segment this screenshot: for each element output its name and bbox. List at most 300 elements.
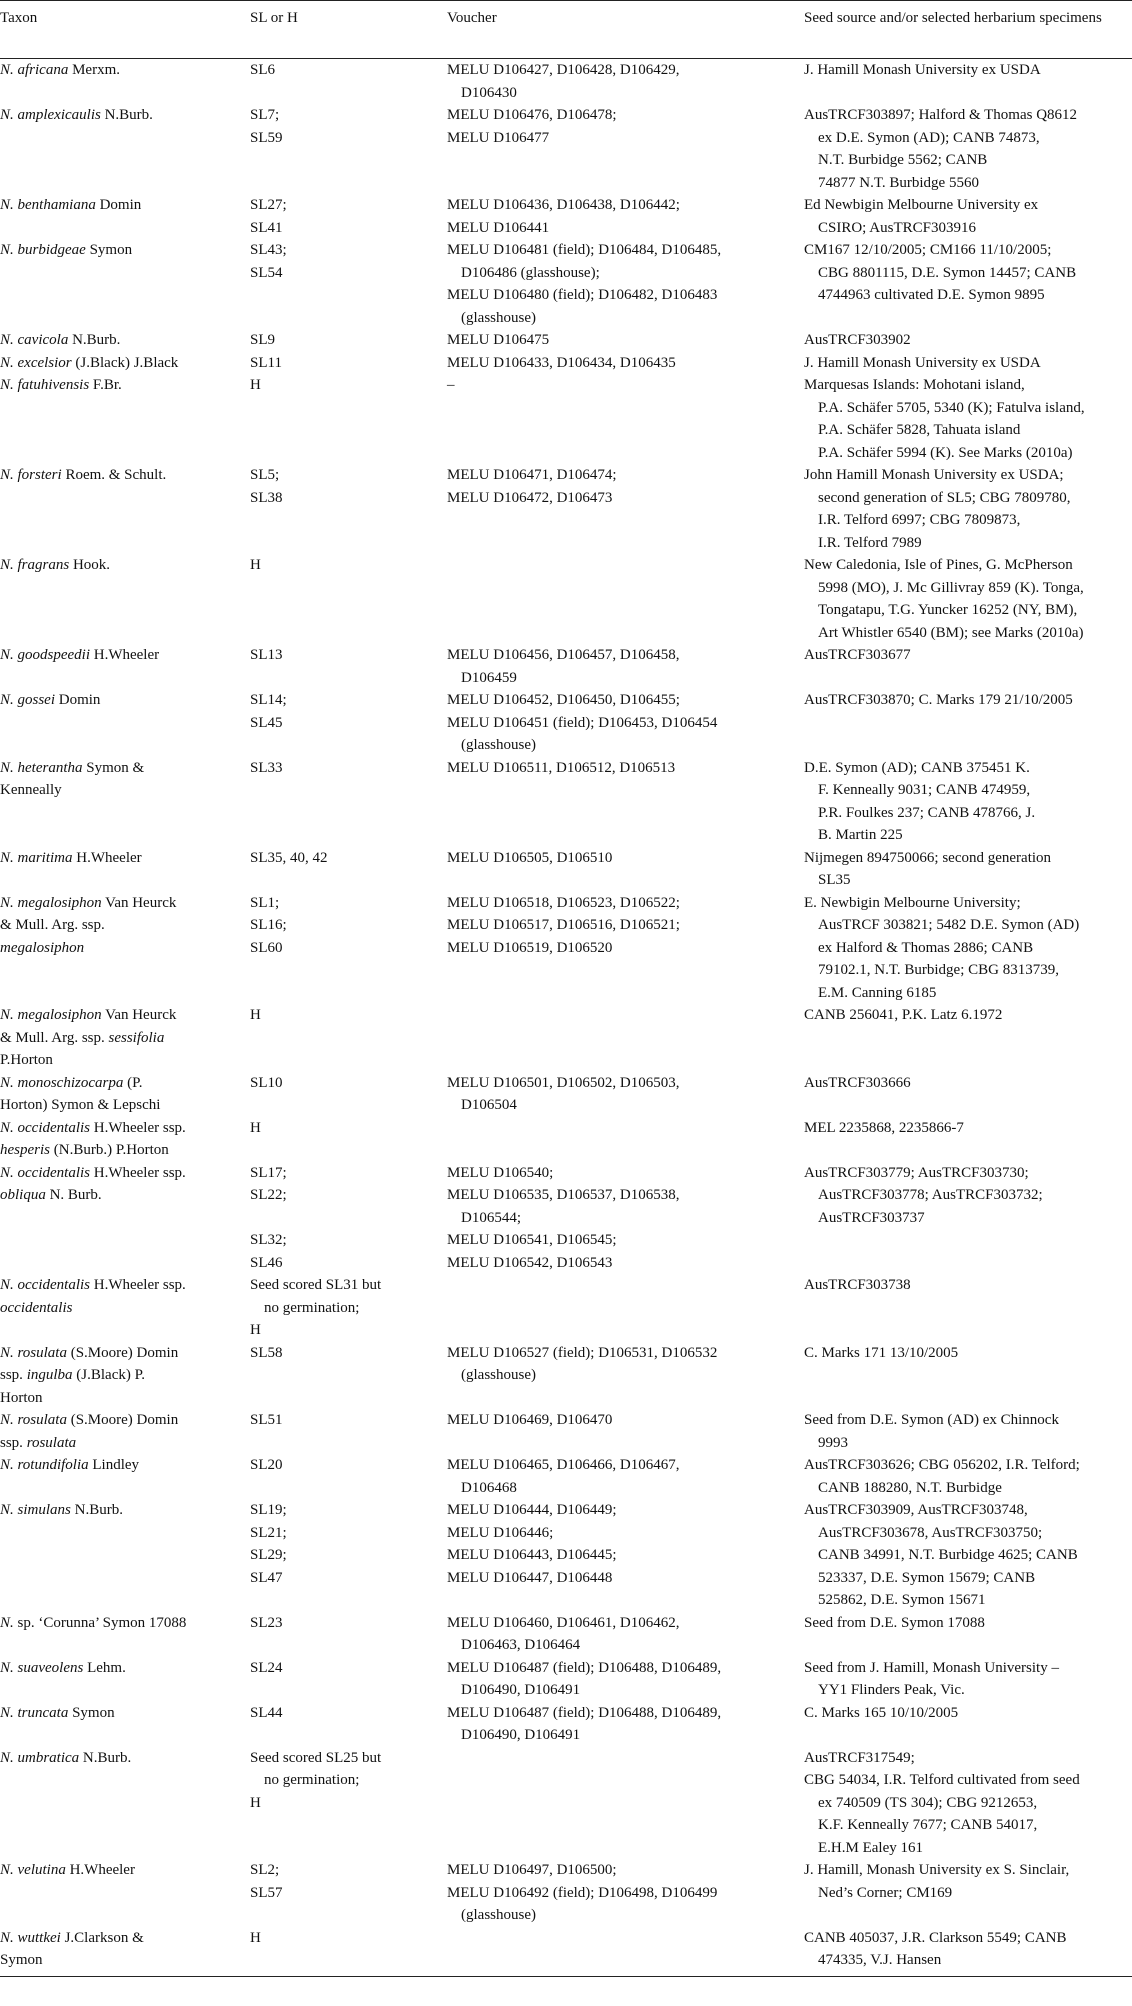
sl-line: SL51 xyxy=(250,1412,283,1428)
table-row xyxy=(0,689,1132,757)
seed-source-line: New Caledonia, Isle of Pines, G. McPherson xyxy=(804,557,1073,573)
voucher-cell xyxy=(447,1859,804,1927)
taxon-line xyxy=(0,1049,244,1072)
seed-source-line: E.M. Canning 6185 xyxy=(818,984,937,1001)
sl-line: H xyxy=(250,557,261,573)
taxon-cell xyxy=(0,1004,250,1072)
voucher-cell xyxy=(447,194,804,239)
seed-source-line: Seed from D.E. Symon 17088 xyxy=(804,1614,985,1631)
taxon-author: H.Wheeler xyxy=(65,1862,135,1878)
sl-or-h-cell xyxy=(250,1747,447,1860)
seed-source-line: 79102.1, N.T. Burbidge; CBG 8313739, xyxy=(818,962,1059,978)
voucher-cell xyxy=(447,847,804,892)
taxon-line xyxy=(0,554,244,577)
taxon-name-italic: N. megalosiphon xyxy=(0,894,102,911)
sl-line: SL24 xyxy=(250,1659,283,1676)
seed-source-line: CBG 54034, I.R. Telford cultivated from seed xyxy=(804,1772,1080,1788)
table-row xyxy=(0,1117,1132,1162)
seed-source-line: Art Whistler 6540 (BM); see Marks (2010a) xyxy=(818,624,1084,641)
seed-source-line: E. Newbigin Melbourne University; xyxy=(804,894,1021,911)
sl-line: SL27; xyxy=(250,197,287,213)
voucher-line: MELU D106456, D106457, D106458, xyxy=(447,647,680,663)
taxon-author: Lehm. xyxy=(83,1659,126,1676)
sl-line: H xyxy=(250,1929,261,1946)
voucher-line: MELU D106436, D106438, D106442; xyxy=(447,197,680,213)
voucher-cell xyxy=(447,892,804,1005)
seed-source-cell xyxy=(804,892,1132,1005)
voucher-line: MELU D106433, D106434, D106435 xyxy=(447,354,676,371)
voucher-cell xyxy=(447,329,804,352)
taxon-author: (P. xyxy=(123,1074,143,1091)
seed-source-cell xyxy=(804,194,1132,239)
taxon-cell xyxy=(0,1747,250,1860)
sl-line: SL57 xyxy=(250,1884,283,1901)
sl-line: SL2; xyxy=(250,1862,280,1878)
table-row xyxy=(0,757,1132,847)
seed-source-cell xyxy=(804,757,1132,847)
seed-source-cell xyxy=(804,1657,1132,1702)
taxon-name-italic: N. fatuhivensis xyxy=(0,377,90,393)
seed-source-line: ex Halford & Thomas 2886; CANB xyxy=(818,939,1034,956)
taxon-author: & Mull. Arg. ssp. xyxy=(0,917,105,933)
taxon-cell xyxy=(0,554,250,644)
seed-source-cell xyxy=(804,464,1132,554)
header-row xyxy=(0,1,1132,59)
voucher-cell xyxy=(447,352,804,375)
taxon-line xyxy=(0,1027,244,1050)
voucher-line: D106459 xyxy=(461,669,517,686)
taxon-author: N.Burb. xyxy=(79,1749,132,1766)
taxon-line xyxy=(0,1297,244,1320)
sl-line: no germination; xyxy=(264,1299,360,1316)
taxon-name-italic: N. umbratica xyxy=(0,1749,80,1766)
sl-or-h-cell xyxy=(250,1454,447,1499)
taxon-name-italic: N. simulans xyxy=(0,1502,71,1518)
seed-source-line: ex D.E. Symon (AD); CANB 74873, xyxy=(818,129,1040,146)
taxon-name-italic: N. rotundifolia xyxy=(0,1457,89,1473)
taxon-line xyxy=(0,1162,244,1185)
taxon-author: Hook. xyxy=(69,557,111,573)
seed-source-cell xyxy=(804,1004,1132,1072)
seed-source-line: Nijmegen 894750066; second generation xyxy=(804,849,1052,866)
sl-or-h-cell xyxy=(250,464,447,554)
seed-source-line: E.H.M Ealey 161 xyxy=(818,1839,923,1856)
sl-or-h-cell xyxy=(250,1612,447,1657)
sl-or-h-cell xyxy=(250,554,447,644)
voucher-line: D106504 xyxy=(461,1097,517,1113)
taxon-cell xyxy=(0,1859,250,1927)
voucher-line: MELU D106476, D106478; xyxy=(447,107,617,123)
seed-source-line: CANB 34991, N.T. Burbidge 4625; CANB xyxy=(818,1547,1078,1563)
seed-source-line: B. Martin 225 xyxy=(818,827,903,843)
taxon-name-italic: N. wuttkei xyxy=(0,1929,61,1946)
seed-source-cell xyxy=(804,1702,1132,1747)
taxon-author: Van Heurck xyxy=(101,894,177,911)
seed-source-line: AusTRCF317549; xyxy=(804,1749,915,1766)
taxon-author: sp. ‘Corunna’ Symon 17088 xyxy=(13,1614,187,1631)
seed-source-cell xyxy=(804,1409,1132,1454)
sl-line: SL60 xyxy=(250,939,283,956)
voucher-line: MELU D106460, D106461, D106462, xyxy=(447,1614,680,1631)
table-row xyxy=(0,1454,1132,1499)
header-voucher: Voucher xyxy=(447,1,804,59)
voucher-line: (glasshouse) xyxy=(461,1907,536,1923)
sl-line: SL23 xyxy=(250,1614,283,1631)
taxon-line xyxy=(0,1454,244,1477)
sl-line: SL43; xyxy=(250,242,287,258)
table-row xyxy=(0,1702,1132,1747)
taxon-name-italic: N. rosulata xyxy=(0,1344,67,1361)
seed-source-line: Seed from J. Hamill, Monash University – xyxy=(804,1659,1059,1676)
taxon-author: Domin xyxy=(95,197,142,213)
taxon-author: (J.Black) P. xyxy=(72,1367,146,1383)
sl-or-h-cell xyxy=(250,1702,447,1747)
voucher-line: D106490, D106491 xyxy=(461,1727,581,1743)
seed-source-line: Seed from D.E. Symon (AD) ex Chinnock xyxy=(804,1412,1059,1428)
sl-or-h-cell xyxy=(250,892,447,1005)
taxon-name-italic: N. occidentalis xyxy=(0,1164,90,1181)
table-body xyxy=(0,59,1132,1977)
taxon-name-italic: sessifolia xyxy=(108,1029,165,1046)
sl-or-h-cell xyxy=(250,1072,447,1117)
sl-or-h-cell xyxy=(250,1117,447,1162)
voucher-cell xyxy=(447,464,804,554)
voucher-cell xyxy=(447,239,804,329)
taxon-author: & Mull. Arg. ssp. xyxy=(0,1029,109,1046)
sl-or-h-cell xyxy=(250,329,447,352)
seed-source-line: P.A. Schäfer 5705, 5340 (K); Fatulva island, xyxy=(818,399,1085,416)
sl-line: SL44 xyxy=(250,1704,283,1721)
sl-line: no germination; xyxy=(264,1772,360,1788)
voucher-line: MELU D106540; xyxy=(447,1164,554,1181)
seed-source-line: Tongatapu, T.G. Yuncker 16252 (NY, BM), xyxy=(818,602,1078,618)
voucher-line: MELU D106427, D106428, D106429, xyxy=(447,62,680,78)
seed-source-line: AusTRCF303779; AusTRCF303730; xyxy=(804,1164,1029,1181)
seed-source-line: CM167 12/10/2005; CM166 11/10/2005; xyxy=(804,242,1052,258)
seed-source-line: I.R. Telford 6997; CBG 7809873, xyxy=(818,512,1021,528)
header-taxon: Taxon xyxy=(0,1,250,59)
seed-source-line: K.F. Kenneally 7677; CANB 54017, xyxy=(818,1817,1038,1833)
taxon-line xyxy=(0,1747,244,1770)
table-row xyxy=(0,374,1132,464)
taxon-author: Domin xyxy=(55,692,101,708)
voucher-cell xyxy=(447,1162,804,1275)
sl-line: SL1; xyxy=(250,894,280,911)
taxon-cell xyxy=(0,374,250,464)
taxon-author: ssp. xyxy=(0,1434,27,1451)
taxon-line xyxy=(0,1117,244,1140)
taxon-author: Roem. & Schult. xyxy=(61,467,167,483)
voucher-cell xyxy=(447,1004,804,1072)
voucher-line: MELU D106535, D106537, D106538, xyxy=(447,1187,680,1203)
taxon-line xyxy=(0,1702,244,1725)
table-row xyxy=(0,1859,1132,1927)
table-row xyxy=(0,892,1132,1005)
taxon-cell xyxy=(0,1702,250,1747)
sl-line: SL7; xyxy=(250,107,280,123)
taxon-name-italic: N. velutina xyxy=(0,1862,66,1878)
taxon-name-italic: N. fragrans xyxy=(0,557,70,573)
table-row xyxy=(0,239,1132,329)
taxon-cell xyxy=(0,1499,250,1612)
voucher-cell xyxy=(447,1454,804,1499)
table-row xyxy=(0,644,1132,689)
seed-source-cell xyxy=(804,1454,1132,1499)
seed-source-cell xyxy=(804,1927,1132,1977)
table-row xyxy=(0,352,1132,375)
voucher-line: MELU D106471, D106474; xyxy=(447,467,617,483)
voucher-line: MELU D106487 (field); D106488, D106489, xyxy=(447,1704,722,1721)
taxon-name-italic: N. suaveolens xyxy=(0,1659,84,1676)
sl-line: SL47 xyxy=(250,1569,283,1586)
taxon-author: N.Burb. xyxy=(70,1502,123,1518)
taxon-author: H.Wheeler ssp. xyxy=(90,1277,186,1293)
taxon-author: H.Wheeler xyxy=(90,647,160,663)
sl-or-h-cell xyxy=(250,1409,447,1454)
seed-source-cell xyxy=(804,1747,1132,1860)
taxon-author: H.Wheeler ssp. xyxy=(90,1164,186,1181)
sl-line: H xyxy=(250,1794,261,1811)
voucher-line: MELU D106518, D106523, D106522; xyxy=(447,894,680,911)
seed-source-line: CANB 256041, P.K. Latz 6.1972 xyxy=(804,1007,1003,1023)
seed-source-cell xyxy=(804,329,1132,352)
seed-source-cell xyxy=(804,104,1132,194)
seed-source-line: AusTRCF303909, AusTRCF303748, xyxy=(804,1502,1028,1518)
seed-source-line: Marquesas Islands: Mohotani island, xyxy=(804,377,1025,393)
sl-line: Seed scored SL31 but xyxy=(250,1277,382,1293)
taxon-name-italic: rosulata xyxy=(26,1434,77,1451)
sl-line: SL21; xyxy=(250,1524,287,1541)
taxon-cell xyxy=(0,892,250,1005)
sl-line: SL10 xyxy=(250,1074,283,1091)
table-row xyxy=(0,104,1132,194)
voucher-cell xyxy=(447,1927,804,1977)
taxon-author: Van Heurck xyxy=(101,1007,177,1023)
voucher-line: MELU D106505, D106510 xyxy=(447,849,613,866)
table-row xyxy=(0,1927,1132,1977)
taxon-line xyxy=(0,352,244,375)
sl-line: SL16; xyxy=(250,917,287,933)
taxon-author: P.Horton xyxy=(0,1052,53,1068)
sl-line: SL11 xyxy=(250,354,282,371)
sl-line: SL33 xyxy=(250,759,283,776)
seed-source-line: 9993 xyxy=(818,1434,848,1451)
sl-or-h-cell xyxy=(250,1499,447,1612)
table-row xyxy=(0,329,1132,352)
sl-line: H xyxy=(250,1322,261,1338)
taxon-cell xyxy=(0,464,250,554)
sl-line: SL20 xyxy=(250,1457,283,1473)
taxon-name-italic: hesperis xyxy=(0,1142,50,1158)
taxon-author: (N.Burb.) P.Horton xyxy=(50,1142,169,1158)
taxon-cell xyxy=(0,1072,250,1117)
voucher-line: MELU D106472, D106473 xyxy=(447,489,613,506)
sl-line: SL46 xyxy=(250,1254,283,1271)
seed-source-line: ex 740509 (TS 304); CBG 9212653, xyxy=(818,1794,1038,1811)
seed-source-line: C. Marks 171 13/10/2005 xyxy=(804,1344,959,1361)
taxon-author: Merxm. xyxy=(68,62,121,78)
taxon-author: Kenneally xyxy=(0,782,62,798)
sl-line: SL9 xyxy=(250,332,276,348)
seed-source-cell xyxy=(804,554,1132,644)
voucher-line: MELU D106480 (field); D106482, D106483 xyxy=(447,287,718,303)
voucher-cell xyxy=(447,374,804,464)
sl-line: SL35, 40, 42 xyxy=(250,849,328,866)
sl-line: H xyxy=(250,377,261,393)
voucher-cell xyxy=(447,1072,804,1117)
taxon-name-italic: occidentalis xyxy=(0,1299,73,1316)
taxon-name-italic: N. occidentalis xyxy=(0,1277,90,1293)
taxon-cell xyxy=(0,1927,250,1977)
taxon-line xyxy=(0,329,244,352)
taxon-cell xyxy=(0,1342,250,1410)
taxon-name-italic: N. maritima xyxy=(0,849,73,866)
sl-line: SL22; xyxy=(250,1187,287,1203)
seed-source-line: C. Marks 165 10/10/2005 xyxy=(804,1704,959,1721)
seed-source-line: 74877 N.T. Burbidge 5560 xyxy=(818,174,979,191)
seed-source-line: 4744963 cultivated D.E. Symon 9895 xyxy=(818,287,1045,303)
taxon-line xyxy=(0,1949,244,1972)
sl-line: SL54 xyxy=(250,264,283,281)
voucher-cell xyxy=(447,644,804,689)
seed-source-cell xyxy=(804,1342,1132,1410)
sl-or-h-cell xyxy=(250,352,447,375)
seed-source-cell xyxy=(804,1072,1132,1117)
taxon-author: N. Burb. xyxy=(45,1187,102,1203)
seed-source-line: John Hamill Monash University ex USDA; xyxy=(804,467,1064,483)
taxon-line xyxy=(0,374,244,397)
seed-source-line: AusTRCF303902 xyxy=(804,332,911,348)
taxon-line xyxy=(0,1274,244,1297)
sl-or-h-cell xyxy=(250,1657,447,1702)
taxon-line xyxy=(0,1859,244,1882)
seed-source-line: SL35 xyxy=(818,872,851,888)
sl-line: SL19; xyxy=(250,1502,287,1518)
table-row xyxy=(0,1342,1132,1410)
taxon-line xyxy=(0,1432,244,1455)
taxon-cell xyxy=(0,239,250,329)
table-row xyxy=(0,194,1132,239)
voucher-line: D106544; xyxy=(461,1209,521,1226)
taxon-name-italic: N. truncata xyxy=(0,1704,69,1721)
taxon-author: H.Wheeler xyxy=(72,849,142,866)
voucher-cell xyxy=(447,1274,804,1342)
sl-line: SL17; xyxy=(250,1164,287,1181)
seed-source-line: CSIRO; AusTRCF303916 xyxy=(818,219,976,236)
taxon-name-italic: N. africana xyxy=(0,62,69,78)
sl-line: SL32; xyxy=(250,1232,287,1248)
taxon-line xyxy=(0,914,244,937)
taxon-cell xyxy=(0,1657,250,1702)
voucher-cell xyxy=(447,1747,804,1860)
voucher-cell xyxy=(447,1117,804,1162)
sl-or-h-cell xyxy=(250,374,447,464)
sl-line: SL14; xyxy=(250,692,287,708)
taxon-line xyxy=(0,59,244,82)
sl-or-h-cell xyxy=(250,689,447,757)
seed-source-cell xyxy=(804,847,1132,892)
taxon-author: Symon xyxy=(85,242,133,258)
voucher-cell xyxy=(447,757,804,847)
seed-source-line: 474335, V.J. Hansen xyxy=(818,1952,942,1968)
taxon-line xyxy=(0,1004,244,1027)
voucher-line: D106430 xyxy=(461,84,517,101)
table-row xyxy=(0,1747,1132,1860)
sl-line xyxy=(250,1207,441,1230)
voucher-line: – xyxy=(447,377,455,393)
sl-or-h-cell xyxy=(250,59,447,105)
seed-source-line: CANB 405037, J.R. Clarkson 5549; CANB xyxy=(804,1929,1067,1946)
seed-source-line: 523337, D.E. Symon 15679; CANB xyxy=(818,1569,1036,1586)
taxon-author: Horton xyxy=(0,1389,43,1406)
seed-source-cell xyxy=(804,1499,1132,1612)
sl-or-h-cell xyxy=(250,239,447,329)
voucher-line: MELU D106519, D106520 xyxy=(447,939,613,956)
seed-source-line: P.A. Schäfer 5828, Tahuata island xyxy=(818,422,1021,438)
table-row xyxy=(0,1409,1132,1454)
seed-source-line: J. Hamill, Monash University ex S. Sinclair, xyxy=(804,1862,1070,1878)
voucher-line: (glasshouse) xyxy=(461,1367,536,1383)
seed-source-line: AusTRCF303738 xyxy=(804,1277,911,1293)
voucher-cell xyxy=(447,1409,804,1454)
table-row xyxy=(0,554,1132,644)
taxon-line xyxy=(0,937,244,960)
seed-source-cell xyxy=(804,59,1132,105)
sl-line: SL59 xyxy=(250,129,283,146)
seed-source-line: second generation of SL5; CBG 7809780, xyxy=(818,489,1071,506)
sl-line: H xyxy=(250,1007,261,1023)
taxon-line xyxy=(0,1072,244,1095)
voucher-cell xyxy=(447,1342,804,1410)
voucher-line: MELU D106487 (field); D106488, D106489, xyxy=(447,1659,722,1676)
sl-line: SL13 xyxy=(250,647,283,663)
table-row xyxy=(0,1612,1132,1657)
taxon-author: Symon & xyxy=(82,759,145,776)
seed-source-line: D.E. Symon (AD); CANB 375451 K. xyxy=(804,759,1030,776)
voucher-line: (glasshouse) xyxy=(461,737,536,753)
seed-source-cell xyxy=(804,352,1132,375)
seed-source-line: AusTRCF303678, AusTRCF303750; xyxy=(818,1524,1043,1541)
taxon-author: (J.Black) J.Black xyxy=(71,354,179,371)
seed-source-line: AusTRCF303897; Halford & Thomas Q8612 xyxy=(804,107,1078,123)
table-row xyxy=(0,847,1132,892)
seed-source-cell xyxy=(804,644,1132,689)
taxon-line xyxy=(0,1342,244,1365)
voucher-line: MELU D106492 (field); D106498, D106499 xyxy=(447,1884,718,1901)
table-row xyxy=(0,464,1132,554)
taxon-name-italic: N. excelsior xyxy=(0,354,72,371)
sl-or-h-cell xyxy=(250,1162,447,1275)
voucher-line: D106490, D106491 xyxy=(461,1682,581,1698)
seed-source-line: MEL 2235868, 2235866-7 xyxy=(804,1119,964,1136)
seed-source-line: AusTRCF303666 xyxy=(804,1074,911,1091)
taxon-name-italic: ingulba xyxy=(26,1367,73,1383)
sl-or-h-cell xyxy=(250,1859,447,1927)
seed-source-cell xyxy=(804,239,1132,329)
taxon-line xyxy=(0,194,244,217)
seed-source-line: Ned’s Corner; CM169 xyxy=(818,1884,953,1901)
seed-source-cell xyxy=(804,1274,1132,1342)
taxon-author: F.Br. xyxy=(89,377,122,393)
taxon-name-italic: obliqua xyxy=(0,1187,46,1203)
taxon-cell xyxy=(0,329,250,352)
sl-line: SL29; xyxy=(250,1547,287,1563)
taxon-name-italic: N. heterantha xyxy=(0,759,83,776)
taxon-author: Symon xyxy=(0,1952,43,1968)
taxon-cell xyxy=(0,1162,250,1275)
voucher-line: (glasshouse) xyxy=(461,309,536,326)
seed-source-line: AusTRCF303778; AusTRCF303732; xyxy=(818,1187,1043,1203)
